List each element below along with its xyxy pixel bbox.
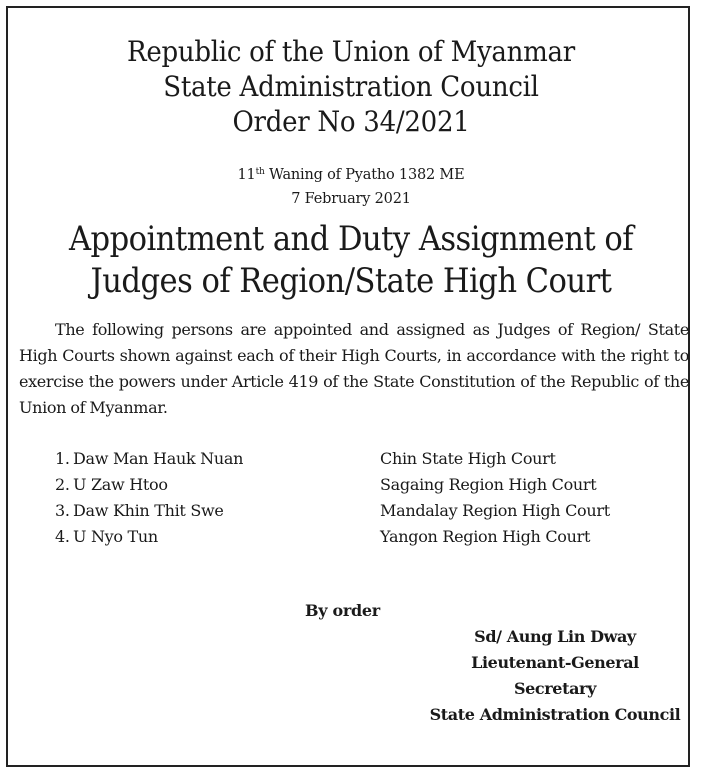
court-name: Yangon Region High Court (380, 527, 591, 546)
by-order-label: By order (305, 601, 380, 620)
title-line-1: Appointment and Duty Assignment of (68, 219, 633, 259)
body-paragraph: The following persons are appointed and assigned as Judges of Region/ State High Courts shown against each of their High Courts, in accordance with the right to exercise the powers under Article 419 of the State Constitution of the Republic of the Union of Myanmar. (19, 320, 689, 417)
judge-name: Daw Man Hauk Nuan (73, 449, 244, 468)
list-item (55, 446, 675, 472)
appointment-list (55, 446, 675, 550)
judge-name: U Zaw Htoo (73, 475, 168, 494)
signature-block (400, 624, 702, 728)
date-block (0, 163, 702, 211)
item-number: 2. (55, 475, 70, 494)
signatory-organization: State Administration Council (429, 705, 681, 724)
header-order-number: Order No 34/2021 (232, 105, 470, 138)
list-item (55, 524, 675, 550)
order-title (35, 218, 667, 302)
document-header (25, 34, 678, 139)
court-name: Chin State High Court (380, 449, 556, 468)
signatory-rank: Lieutenant-General (471, 653, 639, 672)
item-number: 3. (55, 501, 70, 520)
title-line-2: Judges of Region/State High Court (90, 261, 612, 301)
header-council: State Administration Council (163, 70, 539, 103)
item-number: 1. (55, 449, 70, 468)
signatory-name: Sd/ Aung Lin Dway (474, 627, 636, 646)
item-number: 4. (55, 527, 70, 546)
gregorian-date: 7 February 2021 (291, 191, 411, 207)
court-name: Sagaing Region High Court (380, 475, 597, 494)
judge-name: Daw Khin Thit Swe (73, 501, 224, 520)
lunar-date-rest: Waning of Pyatho 1382 ME (269, 167, 465, 183)
signatory-position: Secretary (514, 679, 596, 698)
lunar-day-number: 11 (237, 167, 256, 183)
lunar-day-suffix: th (255, 167, 265, 177)
court-name: Mandalay Region High Court (380, 501, 610, 520)
list-item (55, 498, 675, 524)
lunar-date (0, 163, 702, 187)
header-country: Republic of the Union of Myanmar (127, 35, 575, 68)
list-item (55, 472, 675, 498)
judge-name: U Nyo Tun (73, 527, 158, 546)
